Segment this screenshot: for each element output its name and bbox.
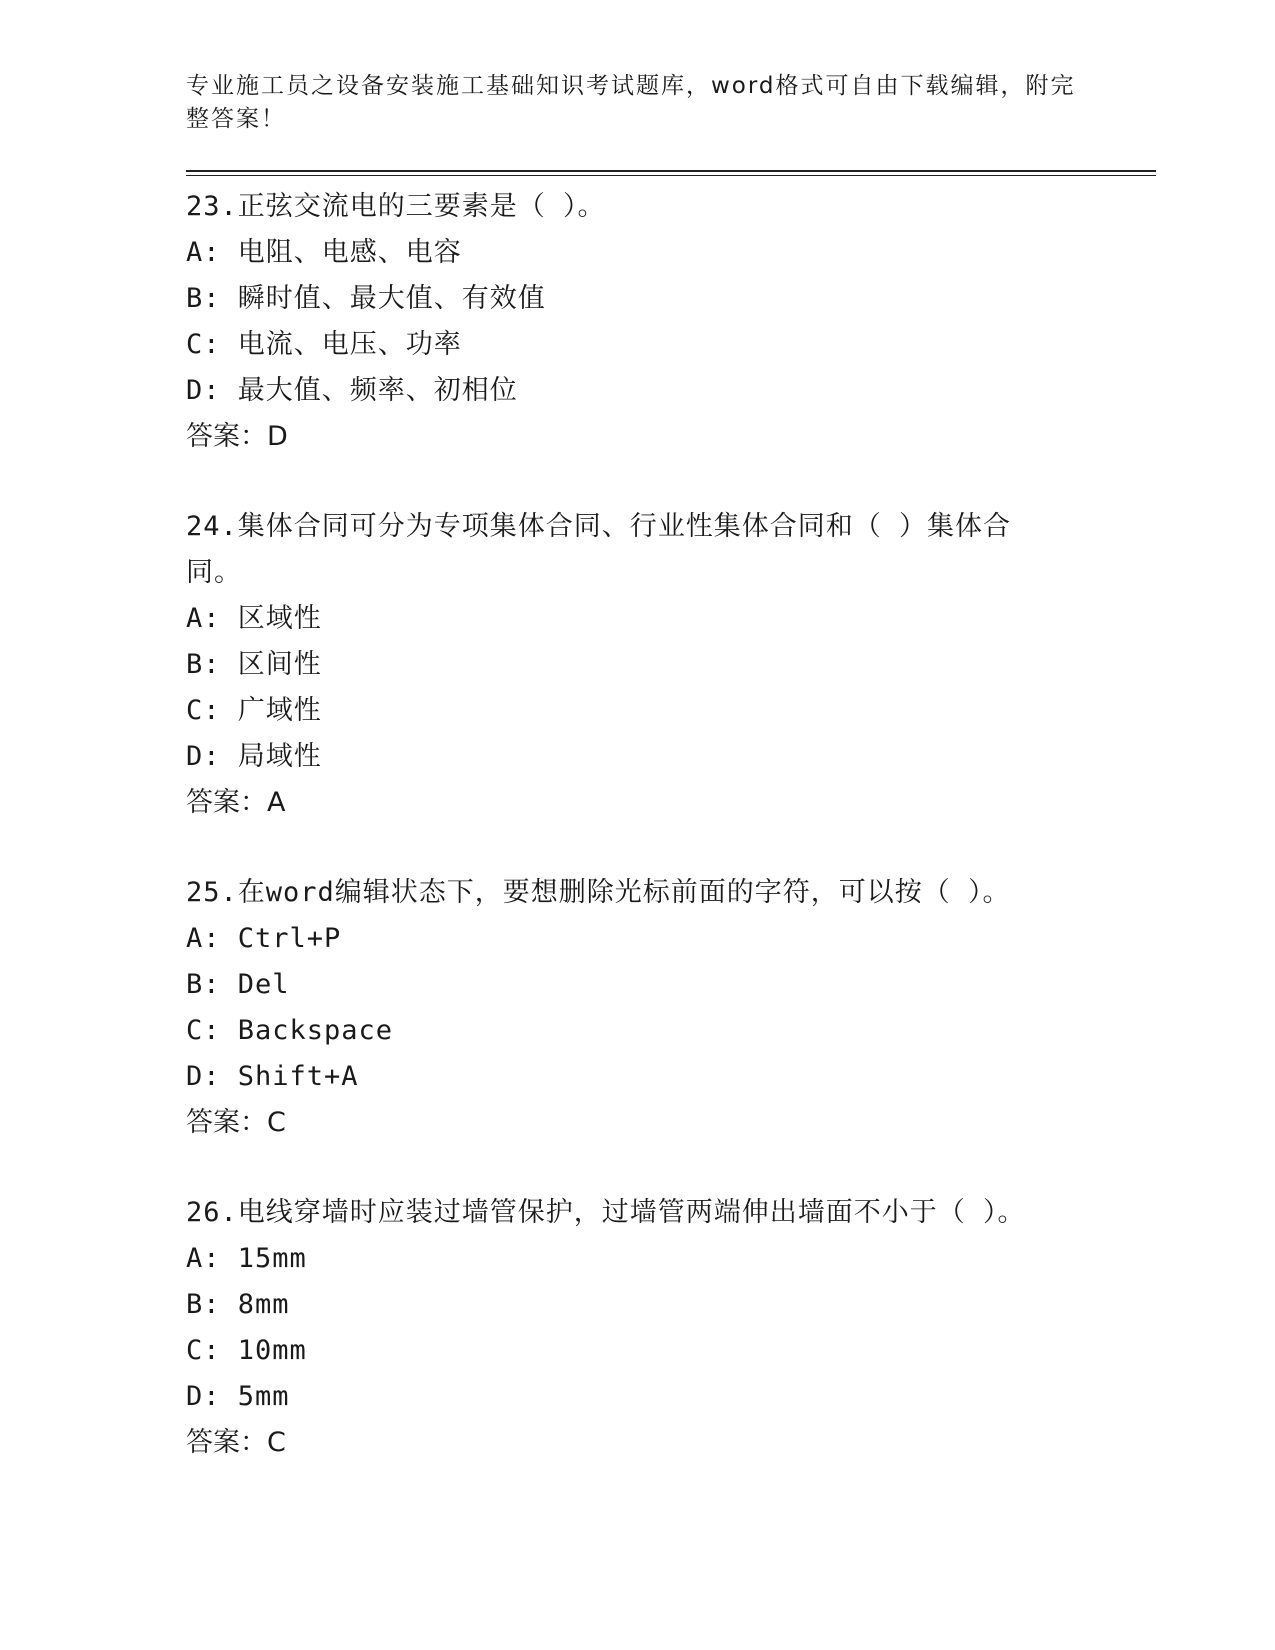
question-24 <box>186 504 1156 826</box>
option-c: C: 广域性 <box>186 695 322 726</box>
question-26 <box>186 1190 1156 1466</box>
option-b: B: 区间性 <box>186 649 322 680</box>
option-c: C: 10mm <box>186 1335 307 1366</box>
answer: 答案：A <box>186 787 286 818</box>
option-d: D: 5mm <box>186 1381 290 1412</box>
option-d: D: 最大值、频率、初相位 <box>186 375 518 406</box>
question-stem: 25.在word编辑状态下，要想删除光标前面的字符，可以按（ ）。 <box>186 877 1011 908</box>
option-a: A: Ctrl+P <box>186 923 342 954</box>
answer: 答案：C <box>186 1107 286 1138</box>
question-stem: 23.正弦交流电的三要素是（ ）。 <box>186 191 606 222</box>
document-page <box>186 70 1156 1466</box>
header-divider <box>186 170 1156 176</box>
question-23 <box>186 184 1156 460</box>
question-stem: 26.电线穿墙时应装过墙管保护，过墙管两端伸出墙面不小于（ ）。 <box>186 1197 1026 1228</box>
option-a: A: 电阻、电感、电容 <box>186 237 462 268</box>
option-a: A: 15mm <box>186 1243 307 1274</box>
question-stem: 24.集体合同可分为专项集体合同、行业性集体合同和（ ）集体合同。 <box>186 511 1012 588</box>
answer: 答案：C <box>186 1427 286 1458</box>
option-c: C: Backspace <box>186 1015 394 1046</box>
question-25 <box>186 870 1156 1146</box>
option-d: D: Shift+A <box>186 1061 359 1092</box>
option-c: C: 电流、电压、功率 <box>186 329 462 360</box>
answer: 答案：D <box>186 421 288 452</box>
option-d: D: 局域性 <box>186 741 322 772</box>
document-header-title: 专业施工员之设备安装施工基础知识考试题库，word格式可自由下载编辑，附完整答案！ <box>186 73 1076 132</box>
option-a: A: 区域性 <box>186 603 322 634</box>
option-b: B: Del <box>186 969 290 1000</box>
option-b: B: 瞬时值、最大值、有效值 <box>186 283 546 314</box>
option-b: B: 8mm <box>186 1289 290 1320</box>
